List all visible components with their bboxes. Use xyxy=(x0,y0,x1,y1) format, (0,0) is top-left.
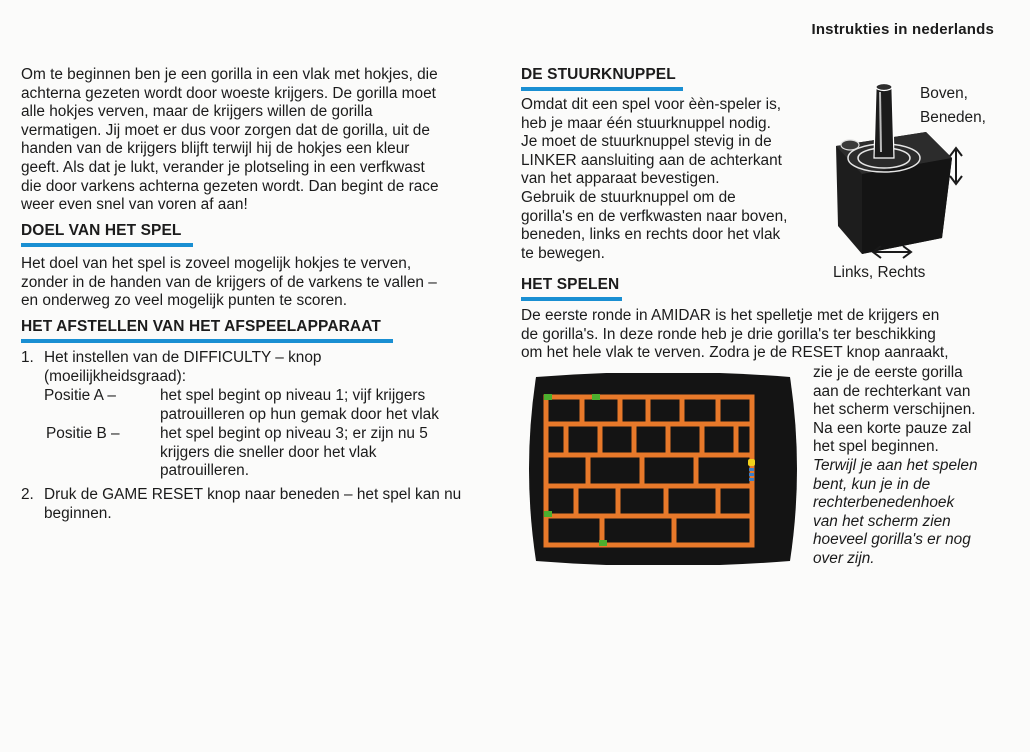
position-b-desc xyxy=(160,425,500,481)
intro-line: weer even snel van voren af aan! xyxy=(21,196,248,214)
joystick-line: van het apparaat bevestigen. xyxy=(521,170,720,188)
intro-line: achterna gezeten wordt door woeste krijgers. De gorilla moet xyxy=(21,84,436,102)
play-side-line: Na een korte pauze zal xyxy=(813,419,972,437)
play-line: de gorilla's. In deze ronde heb je drie gorilla's ter beschikking xyxy=(521,325,936,343)
position-b-line: krijgers die sneller door het vlak xyxy=(160,443,377,461)
position-b-line: patrouilleren. xyxy=(160,462,249,480)
intro-line: alle hokjes verven, maar de krijgers willen de gorilla xyxy=(21,103,373,121)
goal-heading: DOEL VAN HET SPEL xyxy=(21,222,182,239)
play-paragraph xyxy=(521,307,1001,363)
lives-indicator xyxy=(749,468,754,481)
position-b-line: het spel begint op niveau 3; er zijn nu 5 xyxy=(160,425,428,442)
amidar-game-screen xyxy=(522,373,804,565)
play-heading: HET SPELEN xyxy=(521,276,620,293)
goal-line: zonder in de handen van de krijgers of de varkens te vallen – xyxy=(21,273,437,291)
intro-line: geeft. Als dat je lukt, verander je plotseling in een verfkwast xyxy=(21,158,425,176)
life-marker xyxy=(749,473,754,476)
reset-line: beginnen. xyxy=(44,504,112,522)
setup-heading: HET AFSTELLEN VAN HET AFSPEELAPPARAAT xyxy=(21,318,381,335)
joystick-line: LINKER aansluiting aan de achterkant xyxy=(521,151,782,169)
joystick-heading: DE STUURKNUPPEL xyxy=(521,66,676,83)
position-a-line: het spel begint op niveau 1; vijf krijgers xyxy=(160,387,426,404)
joystick-line: Je moet de stuurknuppel stevig in de xyxy=(521,133,772,151)
joystick-heading-underline xyxy=(521,87,683,91)
warrior-sprite xyxy=(599,540,607,546)
intro-line: Om te beginnen ben je een gorilla in een vlak met hokjes, die xyxy=(21,66,438,83)
difficulty-line: (moeilijkheidsgraad): xyxy=(44,367,186,385)
goal-line: en onderweg zo veel mogelijk punten te scoren. xyxy=(21,292,347,310)
play-side-paragraph xyxy=(813,364,1003,569)
position-a-label: Positie A – xyxy=(44,387,116,404)
play-heading-underline xyxy=(521,297,622,301)
play-italic-line: van het scherm zien xyxy=(813,512,951,530)
difficulty-item xyxy=(44,349,494,386)
position-a-desc xyxy=(160,387,500,424)
goal-paragraph xyxy=(21,255,501,311)
joystick-line: heb je maar één stuurknuppel nodig. xyxy=(521,114,771,132)
setup-heading-underline xyxy=(21,339,393,343)
list-number: 2. xyxy=(21,486,34,503)
page-header-title: Instrukties in nederlands xyxy=(811,21,994,38)
joystick-stick xyxy=(874,84,894,158)
goal-line: Het doel van het spel is zoveel mogelijk hokjes te verven, xyxy=(21,255,412,272)
joystick-line: Gebruik de stuurknuppel om de xyxy=(521,188,736,206)
joystick-line: Omdat dit een spel voor èèn-speler is, xyxy=(521,96,782,113)
joystick-paragraph xyxy=(521,96,826,263)
label-up: Boven, xyxy=(920,85,968,102)
reset-line: Druk de GAME RESET knop naar beneden – het spel kan nu xyxy=(44,486,462,503)
joystick-line: gorilla's en de verfkwasten naar boven, xyxy=(521,207,788,225)
play-italic-line: rechterbenedenhoek xyxy=(813,494,955,512)
tv-screen xyxy=(529,373,797,565)
life-marker xyxy=(749,468,754,471)
position-b-label: Positie B – xyxy=(46,425,120,442)
warrior-sprite xyxy=(544,394,552,400)
goal-heading-underline xyxy=(21,243,193,247)
play-italic-line: over zijn. xyxy=(813,549,875,567)
intro-paragraph xyxy=(21,66,501,215)
play-italic-line: bent, kun je in de xyxy=(813,475,931,493)
warrior-sprite xyxy=(544,511,552,517)
play-side-line: het scherm verschijnen. xyxy=(813,401,976,419)
play-side-line: het spel beginnen. xyxy=(813,438,939,456)
warrior-sprite xyxy=(592,394,600,400)
label-left-right: Links, Rechts xyxy=(833,264,926,281)
play-italic-line: hoeveel gorilla's er nog xyxy=(813,531,971,549)
difficulty-line: Het instellen van de DIFFICULTY – knop xyxy=(44,349,322,366)
play-side-line: aan de rechterkant van xyxy=(813,382,971,400)
position-a-line: patrouilleren op hun gemak door het vlak xyxy=(160,405,439,423)
gorilla-sprite xyxy=(748,459,755,466)
intro-line: handen van de krijgers blijft terwijl hij de hokjes een kleur xyxy=(21,140,410,158)
play-line: De eerste ronde in AMIDAR is het spelletje met de krijgers en xyxy=(521,307,940,324)
play-side-line: zie je de eerste gorilla xyxy=(813,364,963,381)
joystick-line: te bewegen. xyxy=(521,244,605,262)
intro-line: die door varkens achterna gezeten wordt. Dan begint de race xyxy=(21,177,439,195)
play-italic-line: Terwijl je aan het spelen xyxy=(813,456,978,474)
play-line: om het hele vlak te verven. Zodra je de RESET knop aanraakt, xyxy=(521,344,949,362)
joystick-line: beneden, links en rechts door het vlak xyxy=(521,226,781,244)
list-number: 1. xyxy=(21,349,34,366)
reset-item xyxy=(44,486,504,523)
up-down-arrow-icon xyxy=(950,148,962,184)
intro-line: vermatigen. Jij moet er dus voor zorgen dat de gorilla, uit de xyxy=(21,121,430,139)
label-down: Beneden, xyxy=(920,109,986,126)
life-marker xyxy=(749,478,754,481)
